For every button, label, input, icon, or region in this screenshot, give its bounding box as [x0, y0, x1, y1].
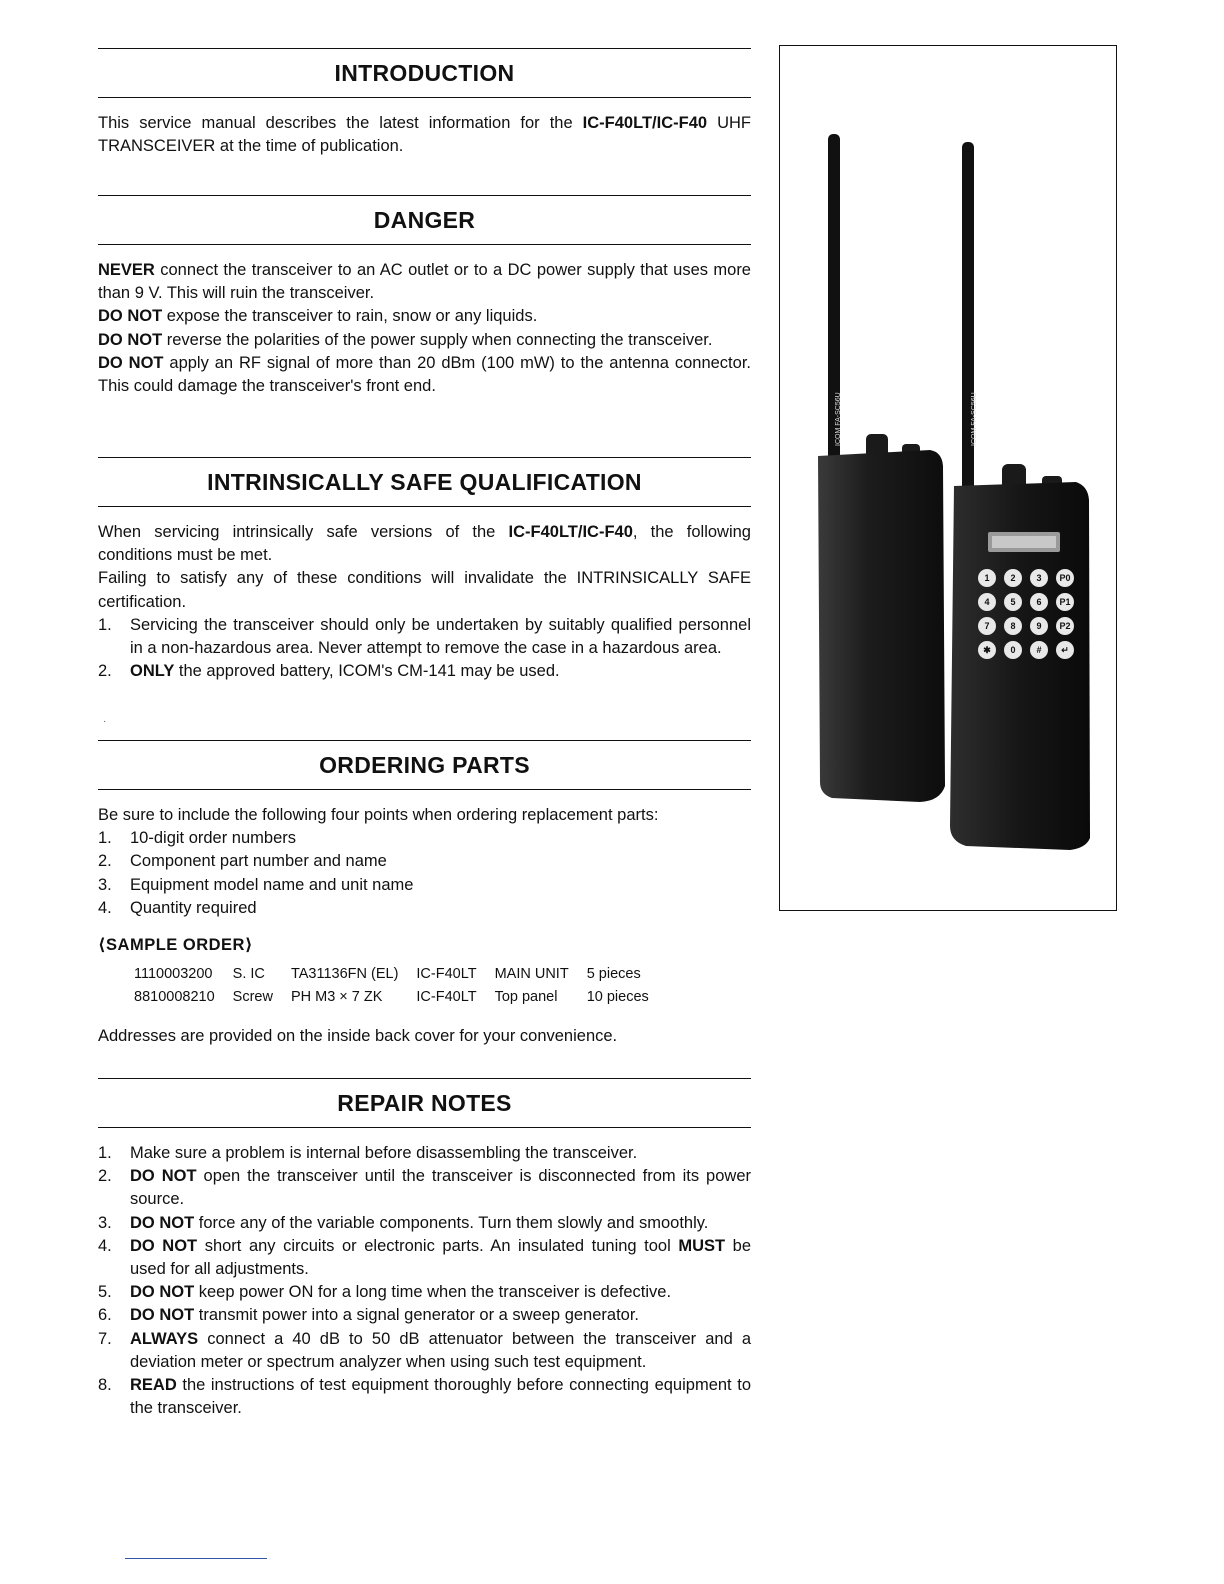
- keypad-key-label: 5: [1010, 597, 1016, 607]
- keypad-key-label: 0: [1010, 645, 1016, 655]
- section-title: REPAIR NOTES: [98, 1078, 751, 1128]
- section-title: INTRINSICALLY SAFE QUALIFICATION: [98, 457, 751, 507]
- left-radio-label: ICOM FA-SC56U: [835, 392, 842, 446]
- danger-item: NEVER connect the transceiver to an AC outlet or to a DC power supply that uses more than 9 V. This will ruin the transceiver.: [98, 261, 751, 303]
- right-radio-label: ICOM FA-SC56U: [971, 392, 978, 446]
- transceiver-illustration: [780, 46, 1116, 910]
- list-item: 4. Quantity required: [98, 898, 257, 917]
- section-danger: [98, 195, 751, 398]
- keypad-key-label: 3: [1036, 573, 1042, 583]
- keypad-key-label: #: [1036, 645, 1042, 655]
- list-item: 8. READ the instructions of test equipment thoroughly before connecting equipment to the transceiver.: [98, 1376, 751, 1418]
- keypad-key-label: 6: [1036, 597, 1042, 607]
- section-ordering: [98, 740, 751, 1048]
- keypad-key-label: 4: [984, 597, 990, 607]
- list-item: 2. Component part number and name: [98, 852, 387, 871]
- keypad-key-label: 7: [984, 621, 990, 631]
- danger-item: DO NOT reverse the polarities of the power supply when connecting the transceiver.: [98, 330, 713, 349]
- sample-order-title: ⟨SAMPLE ORDER⟩: [98, 936, 254, 955]
- section-repair: [98, 1078, 751, 1420]
- sample-order-table: [134, 963, 667, 1009]
- section-title: DANGER: [98, 195, 751, 245]
- keypad-key-label: ✱: [983, 645, 991, 655]
- keypad-key-label: 1: [984, 573, 990, 583]
- list-item: 1. Servicing the transceiver should only be undertaken by suitably qualified personnel in a non-hazardous area. Never attempt to remove the case in a hazardous area.: [98, 615, 751, 658]
- section-intrinsic: [98, 457, 751, 683]
- section-title: INTRODUCTION: [98, 48, 751, 98]
- list-item: 7. ALWAYS connect a 40 dB to 50 dB attenuator between the transceiver and a deviation meter or spectrum analyzer when using such test equipment.: [98, 1329, 751, 1371]
- list-item: 1. Make sure a problem is internal before disassembling the transceiver.: [98, 1144, 638, 1162]
- scan-mark: ·: [103, 716, 107, 727]
- ordering-list: [98, 827, 751, 920]
- ordering-footer: Addresses are provided on the inside back cover for your convenience.: [98, 1027, 618, 1046]
- keypad-key-label: P0: [1059, 573, 1071, 583]
- intrinsic-paragraph: Failing to satisfy any of these conditions will invalidate the INTRINSICALLY SAFE certification.: [98, 569, 751, 611]
- keypad-key-label: 9: [1036, 621, 1042, 631]
- list-item: 2. ONLY the approved battery, ICOM's CM-141 may be used.: [98, 662, 560, 681]
- table-row: 1110003200 S. IC TA31136FN (EL) IC-F40LT MAIN UNIT 5 pieces: [134, 966, 641, 983]
- danger-item: DO NOT expose the transceiver to rain, snow or any liquids.: [98, 307, 538, 326]
- lcd-segments: [992, 536, 1056, 548]
- danger-item: DO NOT apply an RF signal of more than 20 dBm (100 mW) to the antenna connector. This could damage the transceiver's front end.: [98, 353, 751, 396]
- keypad-key-label: P2: [1059, 621, 1071, 631]
- list-item: 3. DO NOT force any of the variable components. Turn them slowly and smoothly.: [98, 1213, 709, 1232]
- list-item: 5. DO NOT keep power ON for a long time when the transceiver is defective.: [98, 1283, 672, 1302]
- list-item: 1. 10-digit order numbers: [98, 829, 296, 848]
- list-item: 3. Equipment model name and unit name: [98, 875, 414, 894]
- repair-list: [98, 1142, 751, 1420]
- footer-rule: [125, 1558, 267, 1559]
- keypad-key-label: P1: [1059, 597, 1071, 607]
- intro-paragraph: This service manual describes the latest information for the IC-F40LT/IC-F40 UHF TRANSCEIVER at the time of publication.: [98, 114, 751, 156]
- right-antenna: [962, 142, 974, 502]
- transceiver-photo: [779, 45, 1117, 911]
- intrinsic-paragraph: When servicing intrinsically safe versions of the IC-F40LT/IC-F40, the following conditions must be met.: [98, 523, 751, 565]
- list-item: 2. DO NOT open the transceiver until the transceiver is disconnected from its power source.: [98, 1167, 751, 1209]
- keypad-key-label: ↵: [1061, 645, 1069, 655]
- section-title: ORDERING PARTS: [98, 740, 751, 790]
- left-radio-body: [818, 450, 945, 802]
- list-item: 6. DO NOT transmit power into a signal generator or a sweep generator.: [98, 1306, 640, 1325]
- keypad-key-label: 8: [1010, 621, 1016, 631]
- table-row: 8810008210 Screw PH M3 × 7 ZK IC-F40LT Top panel 10 pieces: [134, 989, 649, 1006]
- intrinsic-list: [98, 614, 751, 684]
- section-introduction: [98, 48, 751, 158]
- ordering-intro: Be sure to include the following four points when ordering replacement parts:: [98, 806, 659, 824]
- list-item: 4. DO NOT short any circuits or electronic parts. An insulated tuning tool MUST be used for all adjustments.: [98, 1236, 752, 1279]
- keypad-key-label: 2: [1010, 573, 1016, 583]
